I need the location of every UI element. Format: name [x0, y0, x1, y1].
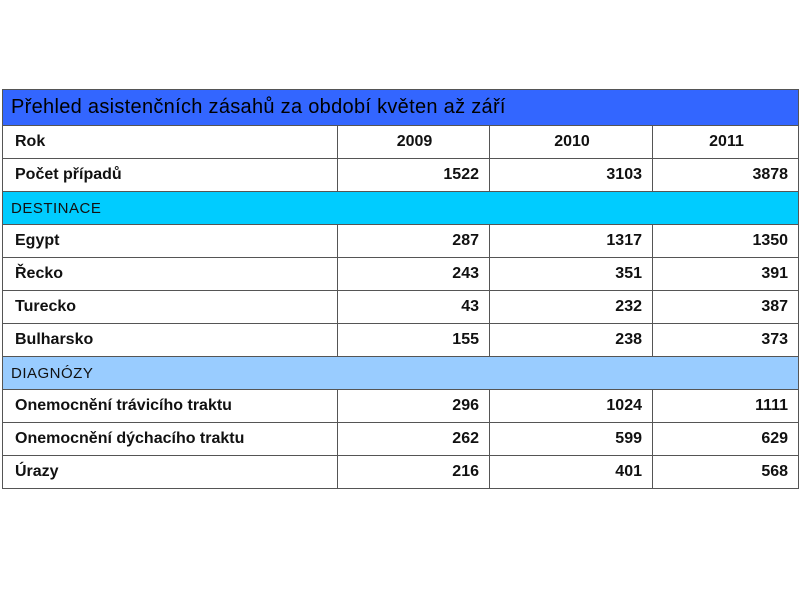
table-row — [3, 291, 799, 324]
cell-value: 568 — [653, 456, 799, 489]
cell-value: 1024 — [490, 390, 653, 423]
cell-value: 387 — [653, 291, 799, 324]
cell-value: 43 — [338, 291, 490, 324]
total-row — [3, 159, 799, 192]
year-header-row — [3, 126, 799, 159]
table-row — [3, 324, 799, 357]
cell-value: 238 — [490, 324, 653, 357]
table-row — [3, 423, 799, 456]
table-row — [3, 456, 799, 489]
cell-value: 391 — [653, 258, 799, 291]
year-header-2010: 2010 — [490, 126, 653, 159]
row-label: Úrazy — [3, 456, 338, 489]
cell-value: 629 — [653, 423, 799, 456]
cell-value: 262 — [338, 423, 490, 456]
row-label: Onemocnění trávicího traktu — [3, 390, 338, 423]
year-header-2009: 2009 — [338, 126, 490, 159]
cell-value: 1350 — [653, 225, 799, 258]
row-label: Turecko — [3, 291, 338, 324]
assistance-table — [2, 89, 799, 489]
cell-value: 351 — [490, 258, 653, 291]
section-header-destinace — [3, 192, 799, 225]
cell-value: 287 — [338, 225, 490, 258]
row-label: Řecko — [3, 258, 338, 291]
total-value-2011: 3878 — [653, 159, 799, 192]
cell-value: 599 — [490, 423, 653, 456]
year-header-label: Rok — [3, 126, 338, 159]
row-label: Egypt — [3, 225, 338, 258]
section-header-diagnozy — [3, 357, 799, 390]
cell-value: 1317 — [490, 225, 653, 258]
total-label: Počet případů — [3, 159, 338, 192]
cell-value: 155 — [338, 324, 490, 357]
section-label-diagnozy: DIAGNÓZY — [3, 357, 799, 390]
cell-value: 373 — [653, 324, 799, 357]
section-label-destinace: DESTINACE — [3, 192, 799, 225]
year-header-2011: 2011 — [653, 126, 799, 159]
cell-value: 401 — [490, 456, 653, 489]
table-title-row — [3, 90, 799, 126]
row-label: Bulharsko — [3, 324, 338, 357]
cell-value: 216 — [338, 456, 490, 489]
cell-value: 1111 — [653, 390, 799, 423]
cell-value: 243 — [338, 258, 490, 291]
table-row — [3, 258, 799, 291]
row-label: Onemocnění dýchacího traktu — [3, 423, 338, 456]
table-row — [3, 390, 799, 423]
cell-value: 232 — [490, 291, 653, 324]
total-value-2009: 1522 — [338, 159, 490, 192]
total-value-2010: 3103 — [490, 159, 653, 192]
table-title: Přehled asistenčních zásahů za období květen až září — [3, 90, 799, 126]
cell-value: 296 — [338, 390, 490, 423]
table-row — [3, 225, 799, 258]
report-container — [2, 89, 798, 489]
